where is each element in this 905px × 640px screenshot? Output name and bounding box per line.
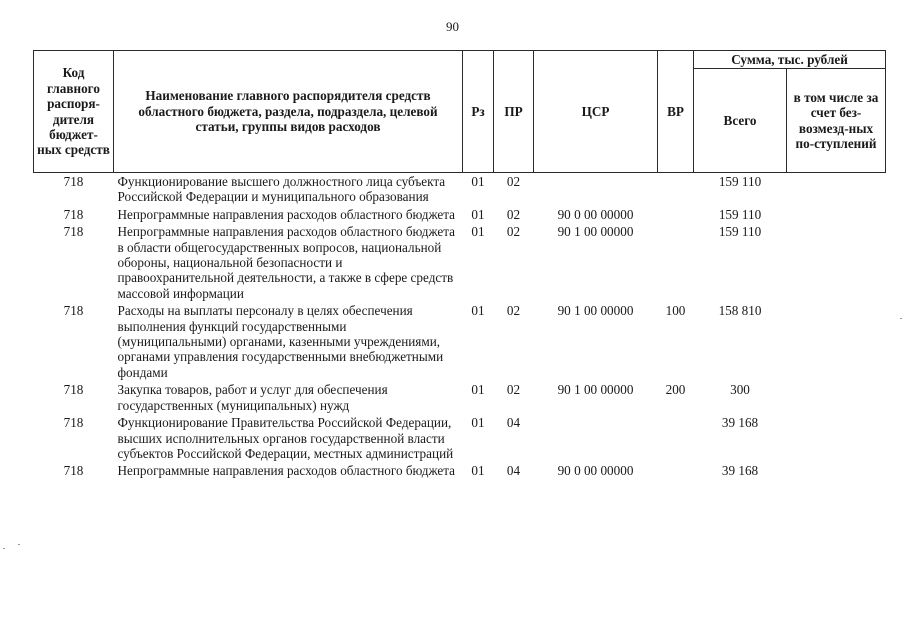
- cell-total: 159 110: [718, 174, 762, 189]
- cell-name: Закупка товаров, работ и услуг для обеспечения государственных (муниципальных) нужд: [117, 382, 388, 413]
- cell-pr: 02: [506, 174, 521, 189]
- cell-vr: [658, 206, 694, 223]
- cell-vr: 200: [665, 382, 686, 398]
- header-vr: ВР: [658, 51, 694, 173]
- cell-code: 718: [63, 224, 84, 240]
- cell-rz: 01: [471, 224, 485, 240]
- header-gratuitous: в том числе за счет без-возмезд-ных по-ступлений: [787, 69, 886, 173]
- cell-name: Функционирование Правительства Российской Федерации, высших исполнительных органов государственной власти субъектов Российской Федерации, местных администраций: [117, 415, 454, 461]
- cell-gratuitous: [787, 414, 886, 462]
- cell-gratuitous: [787, 206, 886, 223]
- table-row: [34, 302, 886, 381]
- cell-pr: 02: [506, 382, 521, 398]
- cell-gratuitous: [787, 223, 886, 302]
- cell-vr: [658, 173, 694, 206]
- cell-code: 718: [63, 382, 84, 398]
- cell-code: 718: [63, 206, 84, 222]
- cell-rz: 01: [471, 303, 485, 319]
- cell-code: 718: [63, 463, 84, 479]
- header-total: Всего: [694, 69, 787, 173]
- cell-vr: [658, 223, 694, 302]
- cell-pr: 02: [506, 303, 521, 319]
- header-csr: ЦСР: [534, 51, 658, 173]
- cell-total: 300: [730, 382, 750, 398]
- table-row: [34, 414, 886, 462]
- cell-code: 718: [63, 303, 84, 319]
- header-code: Код главного распоря-дителя бюджет-ных средств: [34, 51, 114, 173]
- budget-table: [33, 50, 886, 480]
- cell-rz: 01: [471, 382, 485, 398]
- cell-pr: 04: [506, 463, 521, 479]
- cell-csr: [534, 414, 658, 462]
- cell-gratuitous: [787, 173, 886, 206]
- cell-gratuitous: [787, 462, 886, 479]
- table-body: [34, 173, 886, 480]
- table-row: [34, 381, 886, 414]
- header-pr: ПР: [494, 51, 534, 173]
- cell-csr: 90 1 00 00000: [557, 224, 634, 240]
- cell-rz: 01: [471, 206, 485, 222]
- cell-name: Расходы на выплаты персоналу в целях обеспечения выполнения функций государственными (муниципальными) органами, казенными учреждениями, органами управления государственными внебюджетными фондами: [117, 303, 444, 380]
- cell-total: 39 168: [721, 463, 759, 479]
- table-header: [34, 51, 886, 173]
- header-rz: Рз: [463, 51, 494, 173]
- cell-total: 158 810: [718, 303, 762, 319]
- cell-vr: [658, 462, 694, 479]
- cell-rz: 01: [471, 415, 485, 431]
- header-sum-group: Сумма, тыс. рублей: [694, 51, 886, 69]
- cell-total: 39 168: [721, 415, 759, 431]
- cell-gratuitous: [787, 381, 886, 414]
- table-row: [34, 173, 886, 206]
- cell-name: Функционирование высшего должностного лица субъекта Российской Федерации и муниципального образования: [117, 174, 446, 205]
- cell-name: Непрограммные направления расходов областного бюджета: [117, 463, 456, 479]
- cell-code: 718: [63, 174, 84, 189]
- scan-speck: [18, 544, 20, 545]
- cell-vr: [658, 414, 694, 462]
- cell-pr: 02: [506, 206, 521, 222]
- cell-total: 159 110: [718, 206, 762, 222]
- table-row: [34, 206, 886, 223]
- cell-vr: 100: [665, 303, 686, 319]
- cell-name: Непрограммные направления расходов областного бюджета: [117, 206, 456, 222]
- page-number: 90: [446, 19, 459, 34]
- scan-speck: [3, 548, 5, 549]
- cell-total: 159 110: [718, 224, 762, 240]
- header-name: Наименование главного распорядителя средств областного бюджета, раздела, подраздела, целевой статьи, группы видов расходов: [114, 51, 463, 173]
- cell-csr: 90 0 00 00000: [557, 463, 634, 479]
- table-row: [34, 223, 886, 302]
- cell-pr: 02: [506, 224, 521, 240]
- cell-code: 718: [63, 415, 84, 431]
- scan-speck: [900, 318, 902, 319]
- cell-pr: 04: [506, 415, 521, 431]
- cell-rz: 01: [471, 463, 485, 479]
- cell-csr: [534, 173, 658, 206]
- table-row: [34, 462, 886, 479]
- cell-csr: 90 1 00 00000: [557, 303, 634, 319]
- cell-csr: 90 1 00 00000: [557, 382, 634, 398]
- cell-gratuitous: [787, 302, 886, 381]
- cell-rz: 01: [471, 174, 485, 189]
- cell-name: Непрограммные направления расходов областного бюджета в области общегосударственных вопросов, национальной обороны, национальной безопасности и правоохранительной деятельности, а также в сфере средств массовой информации: [117, 224, 456, 301]
- cell-csr: 90 0 00 00000: [557, 206, 634, 222]
